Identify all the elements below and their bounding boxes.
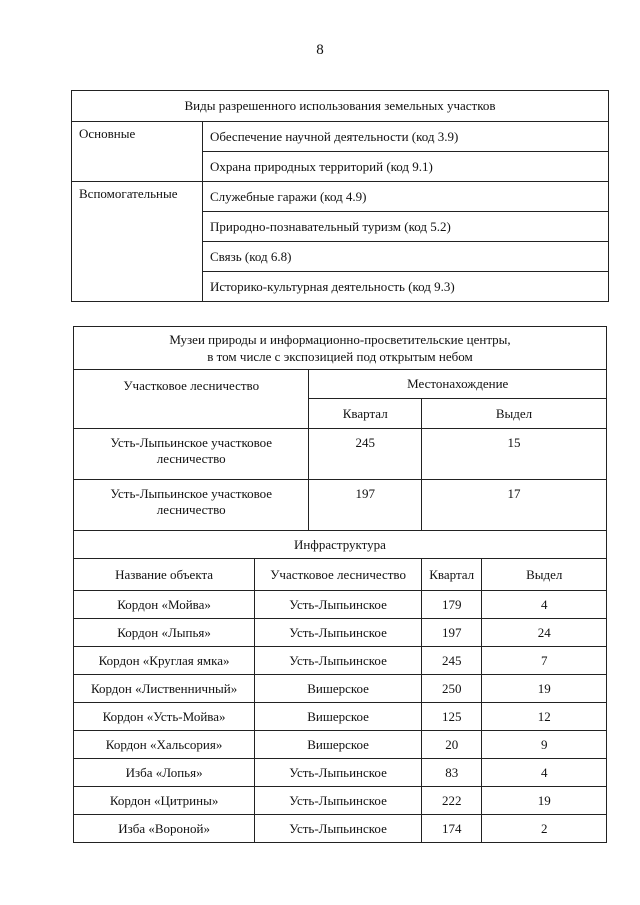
infra-forestry: Вишерское (255, 703, 422, 731)
museum-forestry-line2: лесничество (156, 502, 226, 517)
museums-title-line2: в том числе с экспозицией под открытым небом (207, 349, 473, 364)
museums-title (74, 327, 607, 370)
museum-forestry-line1: Усть-Лыпьинское участковое (110, 435, 273, 450)
infra-kvartal-header: Квартал (421, 559, 481, 591)
infra-kvartal: 197 (421, 619, 481, 647)
museums-infrastructure-table (73, 326, 607, 843)
museums-title-line1: Музеи природы и информационно-просветительские центры, (169, 332, 511, 347)
infra-name: Кордон «Мойва» (74, 591, 255, 619)
infra-kvartal: 245 (421, 647, 481, 675)
infrastructure-row (74, 703, 607, 731)
infra-forestry: Усть-Лыпьинское (255, 619, 422, 647)
infra-forestry: Вишерское (255, 731, 422, 759)
page-number: 8 (316, 42, 324, 58)
land-use-title: Виды разрешенного использования земельных участков (72, 91, 609, 122)
museum-kvartal: 245 (309, 429, 422, 480)
infra-vydel: 19 (482, 787, 607, 815)
infra-vydel: 19 (482, 675, 607, 703)
infra-vydel: 4 (482, 759, 607, 787)
infra-forestry: Усть-Лыпьинское (255, 591, 422, 619)
museum-vydel: 17 (421, 480, 606, 531)
infrastructure-row (74, 787, 607, 815)
infrastructure-header-row (74, 559, 607, 591)
infra-vydel: 9 (482, 731, 607, 759)
land-use-item: Охрана природных территорий (код 9.1) (203, 152, 609, 182)
infra-name: Кордон «Усть-Мойва» (74, 703, 255, 731)
infrastructure-row (74, 647, 607, 675)
infra-name: Кордон «Хальсория» (74, 731, 255, 759)
museum-forestry-line1: Усть-Лыпьинское участковое (110, 486, 273, 501)
infra-name: Изба «Лопья» (74, 759, 255, 787)
infra-kvartal: 174 (421, 815, 481, 843)
infra-forestry: Усть-Лыпьинское (255, 787, 422, 815)
museums-vydel-header: Выдел (421, 399, 606, 429)
museum-forestry (74, 480, 309, 531)
infra-vydel: 7 (482, 647, 607, 675)
museums-forestry-header: Участковое лесничество (74, 370, 309, 429)
land-use-item: Связь (код 6.8) (203, 242, 609, 272)
infra-vydel: 2 (482, 815, 607, 843)
infra-kvartal: 250 (421, 675, 481, 703)
museum-row (74, 480, 607, 531)
infra-kvartal: 222 (421, 787, 481, 815)
museums-location-header: Местонахождение (309, 370, 607, 399)
infra-name: Кордон «Круглая ямка» (74, 647, 255, 675)
land-use-item: Обеспечение научной деятельности (код 3.9) (203, 122, 609, 152)
infra-vydel: 12 (482, 703, 607, 731)
infra-vydel-header: Выдел (482, 559, 607, 591)
infra-vydel: 24 (482, 619, 607, 647)
land-use-item: Природно-познавательный туризм (код 5.2) (203, 212, 609, 242)
infra-kvartal: 125 (421, 703, 481, 731)
infrastructure-row (74, 759, 607, 787)
museum-vydel: 15 (421, 429, 606, 480)
infrastructure-row (74, 731, 607, 759)
infra-kvartal: 179 (421, 591, 481, 619)
infra-vydel: 4 (482, 591, 607, 619)
land-use-table (71, 90, 609, 302)
infrastructure-row (74, 675, 607, 703)
infrastructure-title: Инфраструктура (74, 531, 607, 559)
land-use-item: Служебные гаражи (код 4.9) (203, 182, 609, 212)
infra-name: Кордон «Лыпья» (74, 619, 255, 647)
infra-kvartal: 20 (421, 731, 481, 759)
museum-row (74, 429, 607, 480)
infrastructure-rows (74, 591, 607, 843)
museum-forestry-line2: лесничество (156, 451, 226, 466)
infra-forestry: Усть-Лыпьинское (255, 815, 422, 843)
infra-kvartal: 83 (421, 759, 481, 787)
infra-name-header: Название объекта (74, 559, 255, 591)
museums-kvartal-header: Квартал (309, 399, 422, 429)
infra-forestry-header: Участковое лесничество (255, 559, 422, 591)
infrastructure-row (74, 591, 607, 619)
group-auxiliary-label: Вспомогательные (72, 182, 203, 302)
group-main-label: Основные (72, 122, 203, 182)
infra-name: Кордон «Цитрины» (74, 787, 255, 815)
infra-name: Кордон «Лиственничный» (74, 675, 255, 703)
infrastructure-row (74, 619, 607, 647)
infrastructure-row (74, 815, 607, 843)
museum-forestry (74, 429, 309, 480)
museum-kvartal: 197 (309, 480, 422, 531)
infra-name: Изба «Вороной» (74, 815, 255, 843)
infra-forestry: Усть-Лыпьинское (255, 647, 422, 675)
infra-forestry: Вишерское (255, 675, 422, 703)
land-use-item: Историко-культурная деятельность (код 9.3) (203, 272, 609, 302)
infra-forestry: Усть-Лыпьинское (255, 759, 422, 787)
